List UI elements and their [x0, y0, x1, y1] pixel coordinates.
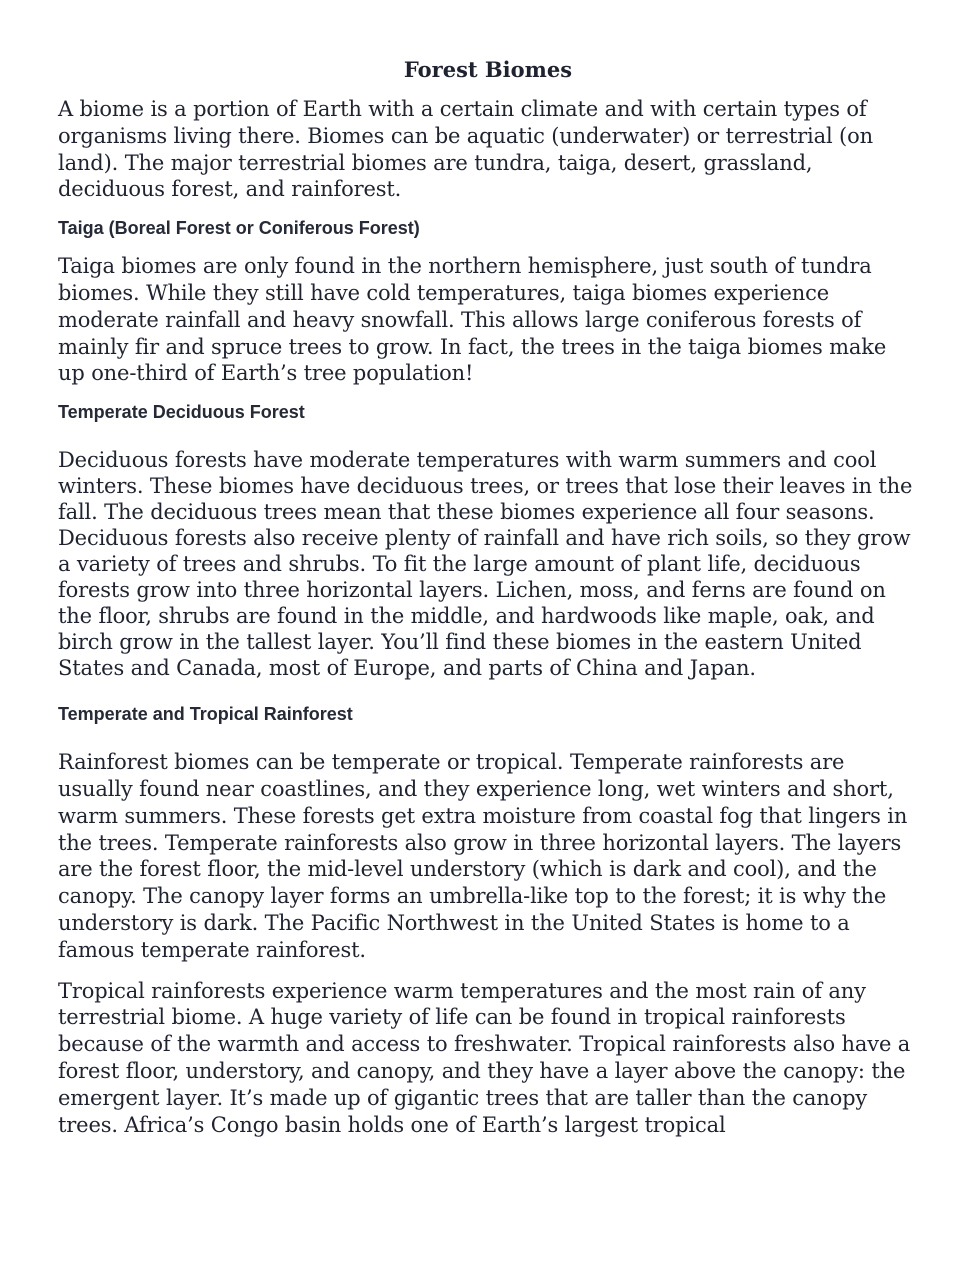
section-heading-deciduous: Temperate Deciduous Forest [58, 402, 305, 423]
intro-paragraph: A biome is a portion of Earth with a certain climate and with certain types of organisms living there. Biomes can be aquatic (underwater) or terrestrial (on land). The major terrestrial biomes are tundra, taiga, desert, grassland, deciduous forest, and rainforest. [58, 97, 873, 202]
temperate-rainforest-paragraph: Rainforest biomes can be temperate or tropical. Temperate rainforests are usually found near coastlines, and they experience long, wet winters and short, warm summers. These forests get extra moisture from coastal fog that lingers in the trees. Temperate rainforests also grow in three horizontal layers. The layers are the forest floor, the mid-level understory (which is dark and cool), and the canopy. The canopy layer forms an umbrella-like top to the forest; it is why the understory is dark. The Pacific Northwest in the United States is home to a famous temperate rainforest. [58, 750, 908, 962]
deciduous-paragraph: Deciduous forests have moderate temperatures with warm summers and cool winters. These biomes have deciduous trees, or trees that lose their leaves in the fall. The deciduous trees mean that these biomes experience all four seasons. Deciduous forests also receive plenty of rainfall and have rich soils, so they grow a variety of trees and shrubs. To fit the large amount of plant life, deciduous forests grow into three horizontal layers. Lichen, moss, and ferns are found on the floor, shrubs are found in the middle, and hardwoods like maple, oak, and birch grow in the tallest layer. You’ll find these biomes in the eastern United States and Canada, most of Europe, and parts of China and Japan. [58, 448, 913, 681]
section-heading-taiga: Taiga (Boreal Forest or Coniferous Forest) [58, 218, 420, 239]
document-title: Forest Biomes [403, 57, 573, 82]
document-page [58, 56, 918, 1138]
taiga-paragraph: Taiga biomes are only found in the northern hemisphere, just south of tundra biomes. While they still have cold temperatures, taiga biomes experience moderate rainfall and heavy snowfall. This allows large coniferous forests of mainly fir and spruce trees to grow. In fact, the trees in the taiga biomes make up one-third of Earth’s tree population! [58, 254, 887, 386]
tropical-rainforest-paragraph: Tropical rainforests experience warm temperatures and the most rain of any terrestrial biome. A huge variety of life can be found in tropical rainforests because of the warmth and access to freshwater. Tropical rainforests also have a forest floor, understory, and canopy, and they have a layer above the canopy: the emergent layer. It’s made up of gigantic trees that are taller than the canopy trees. Africa’s Congo basin holds one of Earth’s largest tropical [58, 978, 911, 1137]
section-heading-rainforest: Temperate and Tropical Rainforest [58, 704, 353, 725]
